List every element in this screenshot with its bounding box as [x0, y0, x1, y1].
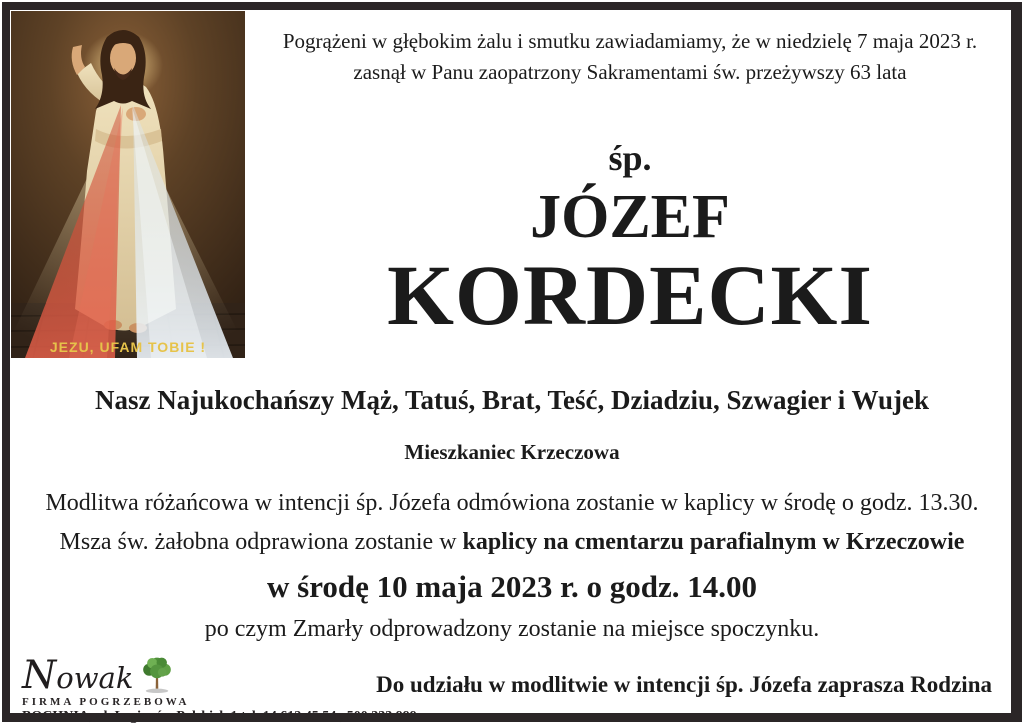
funeral-home-logo — [22, 654, 417, 725]
holy-image-caption: JEZU, UFAM TOBIE ! — [49, 339, 207, 355]
intro-line-2: zasnął w Panu zaopatrzony Sakramentami św. przeżywszy 63 lata — [353, 60, 907, 84]
residence-line: Mieszkaniec Krzeczowa — [404, 440, 620, 464]
divine-mercy-image — [11, 11, 245, 358]
funeral-home-address: BOCHNIA, ul. Legionów Polskich 1 tel. 14 612 45 54 , 500 333 999 — [22, 709, 417, 724]
mass-line — [12, 529, 1012, 556]
deceased-first-name: JÓZEF — [530, 183, 730, 251]
intro-line-1: Pogrążeni w głębokim żalu i smutku zawiadamiamy, że w niedzielę 7 maja 2023 r. — [282, 29, 978, 53]
funeral-home-subtitle: FIRMA POGRZEBOWA — [22, 696, 190, 708]
honorific: śp. — [608, 138, 652, 178]
deceased-last-name: KORDECKI — [387, 247, 873, 343]
mass-datetime-line: w środę 10 maja 2023 r. o godz. 14.00 — [267, 569, 757, 604]
funeral-home-wordmark: Nowak — [22, 652, 134, 698]
mass-line-regular: Msza św. żałobna odprawiona zostanie w — [59, 529, 463, 555]
rosary-line: Modlitwa różańcowa w intencji śp. Józefa odmówiona zostanie w kaplicy w środę o godz. 13.30. — [45, 490, 979, 516]
relations-line: Nasz Najukochańszy Mąż, Tatuś, Brat, Teść, Dziadziu, Szwagier i Wujek — [94, 385, 930, 415]
invitation-line: Do udziału w modlitwie w intencji śp. Józefa zaprasza Rodzina — [376, 672, 992, 697]
intro-paragraph — [250, 26, 1010, 88]
mass-line-bold: kaplicy na cmentarzu parafialnym w Krzeczowie — [462, 529, 965, 555]
burial-line: po czym Zmarły odprowadzony zostanie na miejsce spoczynku. — [204, 616, 820, 642]
tree-icon — [138, 654, 176, 694]
